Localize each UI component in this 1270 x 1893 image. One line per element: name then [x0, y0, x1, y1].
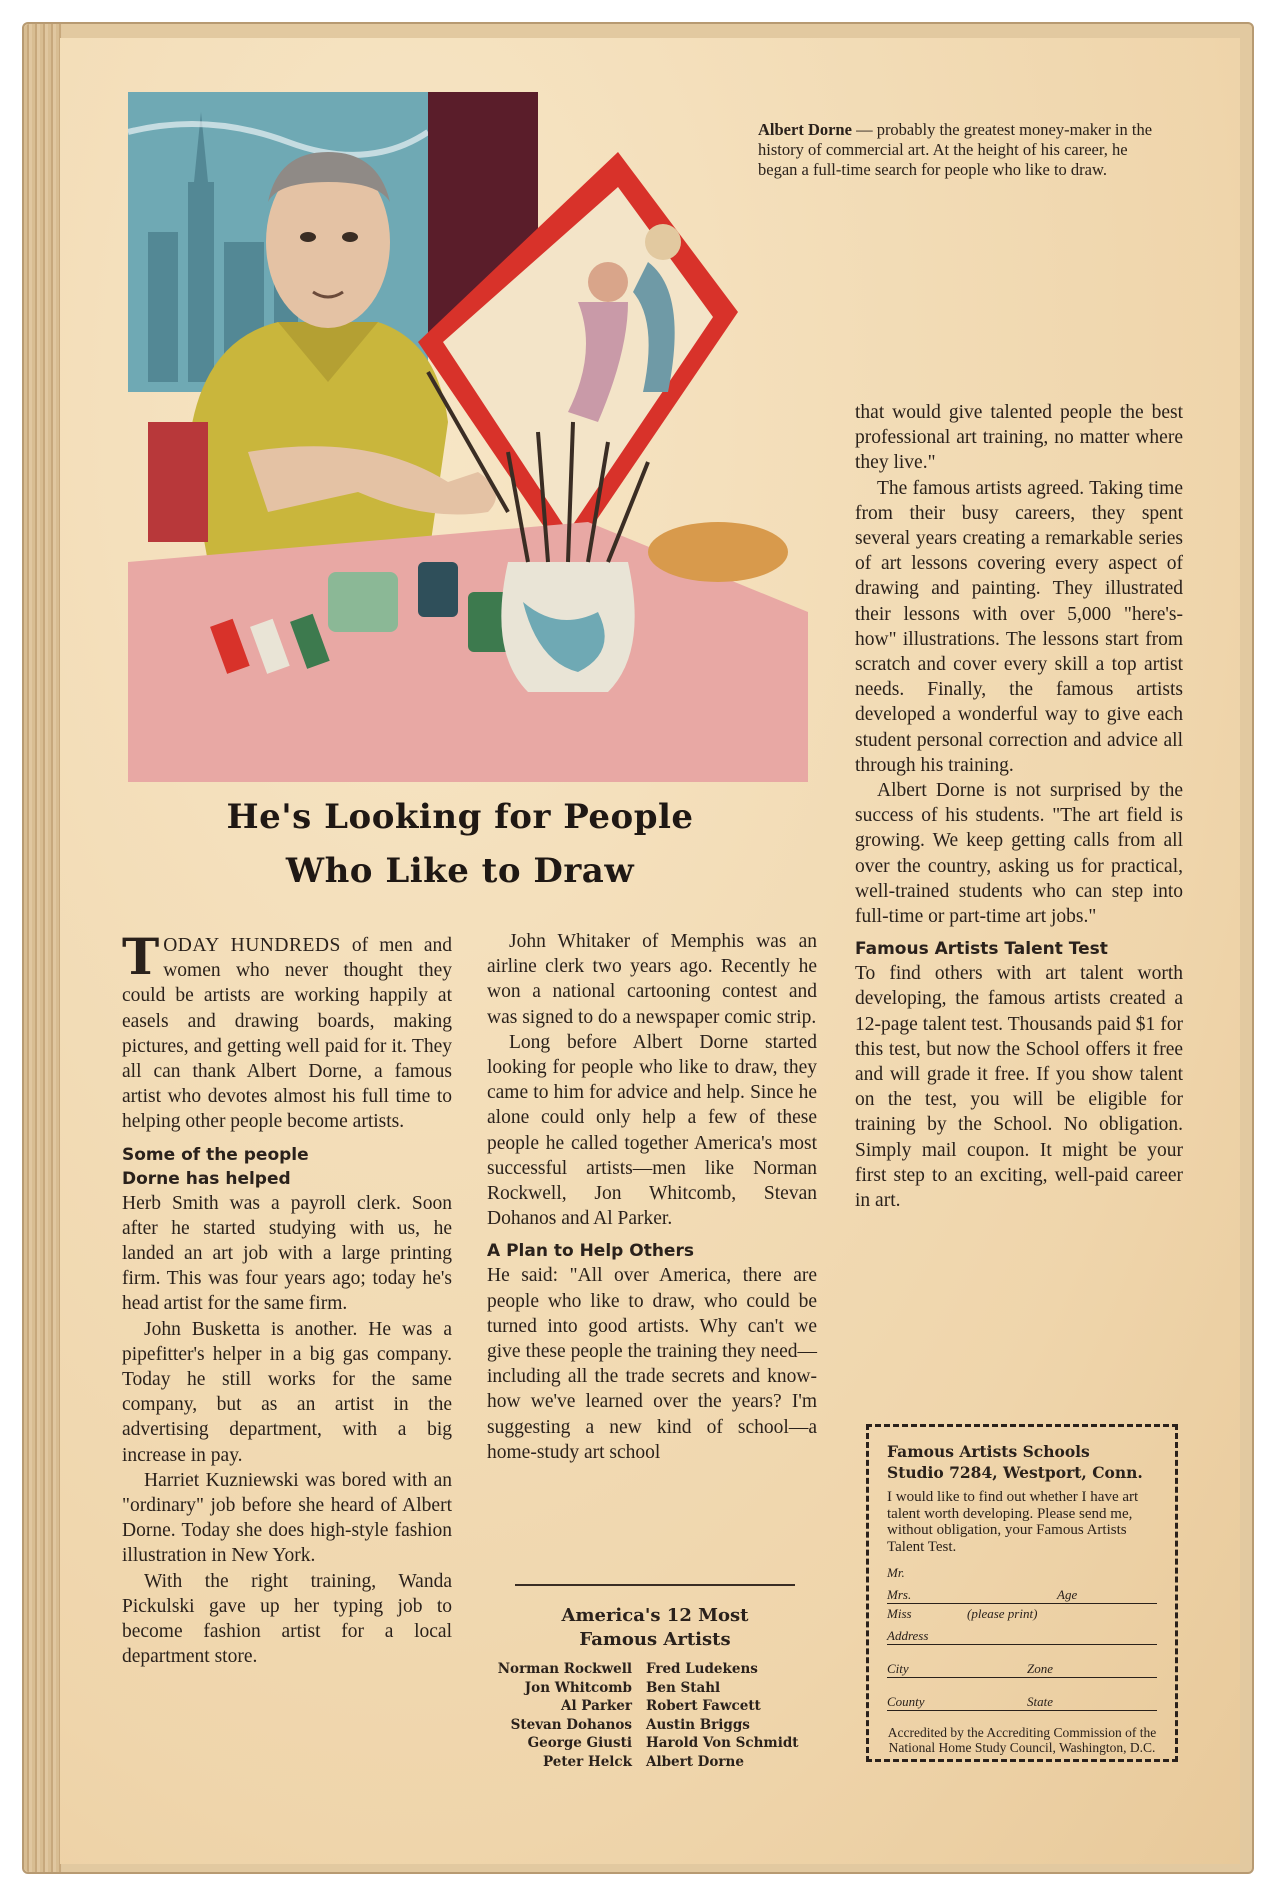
column-1 [122, 927, 452, 1669]
city-label: City [887, 1661, 909, 1676]
headline-line-2: Who Like to Draw [285, 851, 635, 891]
artist-name: Austin Briggs [646, 1716, 750, 1733]
caption-text: — probably the greatest money-maker in the history of commercial art. At the height of his career, he began a full-time search for people who like to draw. [758, 120, 1153, 179]
paragraph: To find others with art talent worth developing, the famous artists created a 12-page talent test. Thousands paid $1 for this test, but now the School offers it free and will grade it free. If you show talent on the test, you will be eligible for training by the School. No obligation. Simply mail coupon. It might be your first step to an exciting, well-paid career in art. [855, 963, 1183, 1212]
county-state-field[interactable] [887, 1692, 1157, 1711]
artist-name: Fred Ludekens [646, 1661, 758, 1677]
coupon-title-2: Studio 7284, Westport, Conn. [887, 1463, 1143, 1482]
paragraph: He said: "All over America, there are people who like to draw, who could be turned into good artists. Why can't we give these people the training they need—including all the trade secrets and know-how we've learned over the years? I'm suggesting a new kind of school—a home-study art school [487, 1265, 817, 1463]
artist-row [480, 1660, 840, 1679]
paragraph: Herb Smith was a payroll clerk. Soon after he started studying with us, he landed an art job with a large printing firm. This was four years ago; today he's head artist for the same firm. [122, 1192, 452, 1315]
intro-smallcaps: ODAY HUNDREDS [163, 935, 341, 956]
artist-row [480, 1753, 840, 1772]
coupon-body: I would like to find out whether I have art talent worth developing. Please send me, without obligation, your Famous Artists Talent Test. [887, 1489, 1139, 1555]
column-2 [487, 929, 817, 1465]
caption-name: Albert Dorne [758, 120, 852, 139]
drop-cap: T [122, 927, 160, 986]
bowl [648, 522, 788, 582]
paragraph: John Whitaker of Memphis was an airline clerk two years ago. Recently he won a national cartooning contest and was signed to do a newspaper comic strip. [487, 931, 817, 1028]
state-label: State [1027, 1694, 1053, 1709]
subhead-line-2: Dorne has helped [122, 1168, 291, 1189]
artist-row [480, 1716, 840, 1735]
artist-name: Jon Whitcomb [524, 1679, 632, 1696]
artist-name: Albert Dorne [646, 1753, 744, 1770]
mrs-label: Mrs. [887, 1587, 912, 1602]
artist-illustration [128, 92, 808, 782]
artist-row [480, 1697, 840, 1716]
divider-rule [515, 1584, 795, 1586]
miss-row [887, 1608, 1157, 1622]
artist-name: Robert Fawcett [646, 1698, 761, 1714]
age-label: Age [1057, 1587, 1078, 1602]
artist-name: Al Parker [560, 1698, 632, 1714]
subhead-plan: A Plan to Help Others [487, 1241, 694, 1262]
artists-title [520, 1604, 790, 1652]
portrait-caption [758, 120, 1158, 180]
chair [148, 422, 208, 542]
headline-line-1: He's Looking for People [226, 797, 694, 837]
artist-row [480, 1679, 840, 1698]
accreditation-note: Accredited by the Accrediting Commission of the National Home Study Council, Washington, D.C. [887, 1725, 1157, 1755]
column-3 [855, 400, 1183, 1213]
artist-name: Ben Stahl [646, 1679, 721, 1696]
paragraph: that would give talented people the best professional art training, no matter where they live." [855, 402, 1183, 474]
subhead-line-1: Some of the people [122, 1144, 309, 1165]
artists-title-line-1: America's 12 Most [561, 1605, 749, 1626]
paragraph: With the right training, Wanda Pickulski gave up her typing job to become fashion artist for a local department store. [122, 1570, 452, 1668]
intro-text: of men and women who never thought they could be artists are working happily at easels and drawing boards, making pictures, and getting well paid for it. They all can thank Albert Dorne, a famous artist who devotes almost his full time to helping other people become artists. [122, 935, 452, 1133]
headline [160, 790, 760, 898]
subhead-talent-test: Famous Artists Talent Test [855, 939, 1108, 960]
paragraph: The famous artists agreed. Taking time from their busy careers, they spent several years creating a remarkable series of art lessons covering every aspect of drawing and painting. They illustrated their lessons with over 5,000 "here's-how" illustrations. The lessons start from scratch and cover every skill a top artist needs. Finally, the famous artists developed a wonderful way to give each student personal correction and advice all through his training. [855, 477, 1183, 776]
artist-name: Norman Rockwell [497, 1661, 632, 1677]
address-field[interactable] [887, 1626, 1157, 1645]
artist-name: Peter Helck [542, 1753, 632, 1770]
paragraph: Harriet Kuzniewski was bored with an "ordinary" job before she heard of Albert Dorne. Today she does high-style fashion illustration in New York. [122, 1469, 452, 1567]
artists-title-line-2: Famous Artists [579, 1629, 731, 1650]
county-label: County [887, 1694, 925, 1709]
city-zone-field[interactable] [887, 1659, 1157, 1678]
mr-label: Mr. [887, 1565, 905, 1580]
mail-coupon[interactable] [866, 1424, 1178, 1762]
paint-tubes [210, 614, 330, 674]
subhead-helped [122, 1143, 452, 1191]
artists-list [480, 1660, 840, 1771]
name-field[interactable] [887, 1585, 1157, 1604]
please-print-label: (please print) [967, 1606, 1038, 1621]
artist-row [480, 1734, 840, 1753]
address-label: Address [887, 1628, 929, 1643]
paragraph: Albert Dorne is not surprised by the success of his students. "The art field is growing. We keep getting calls from all over the country, asking us for practical, well-trained students who can step into full-time or part-time art jobs." [855, 780, 1183, 928]
mr-label-row [887, 1567, 1157, 1581]
zone-label: Zone [1027, 1661, 1053, 1676]
miss-label: Miss [887, 1606, 912, 1621]
artist-name: Harold Von Schmidt [646, 1735, 799, 1751]
paragraph: Long before Albert Dorne started looking for people who like to draw, they came to him for advice and help. Since he alone could only help a few of these people he called together America's most successful artists—men like Norman Rockwell, Jon Whitcomb, Stevan Dohanos and Al Parker. [487, 1031, 817, 1230]
artist-name: George Giusti [527, 1735, 632, 1751]
coupon-title-1: Famous Artists Schools [887, 1442, 1090, 1461]
intro-paragraph [122, 927, 452, 1135]
artist-name: Stevan Dohanos [510, 1716, 632, 1733]
paragraph: John Busketta is another. He was a pipefitter's helper in a big gas company. Today he still works for the same company, but as an artist in the advertising department, with a big increase in pay. [122, 1318, 452, 1466]
